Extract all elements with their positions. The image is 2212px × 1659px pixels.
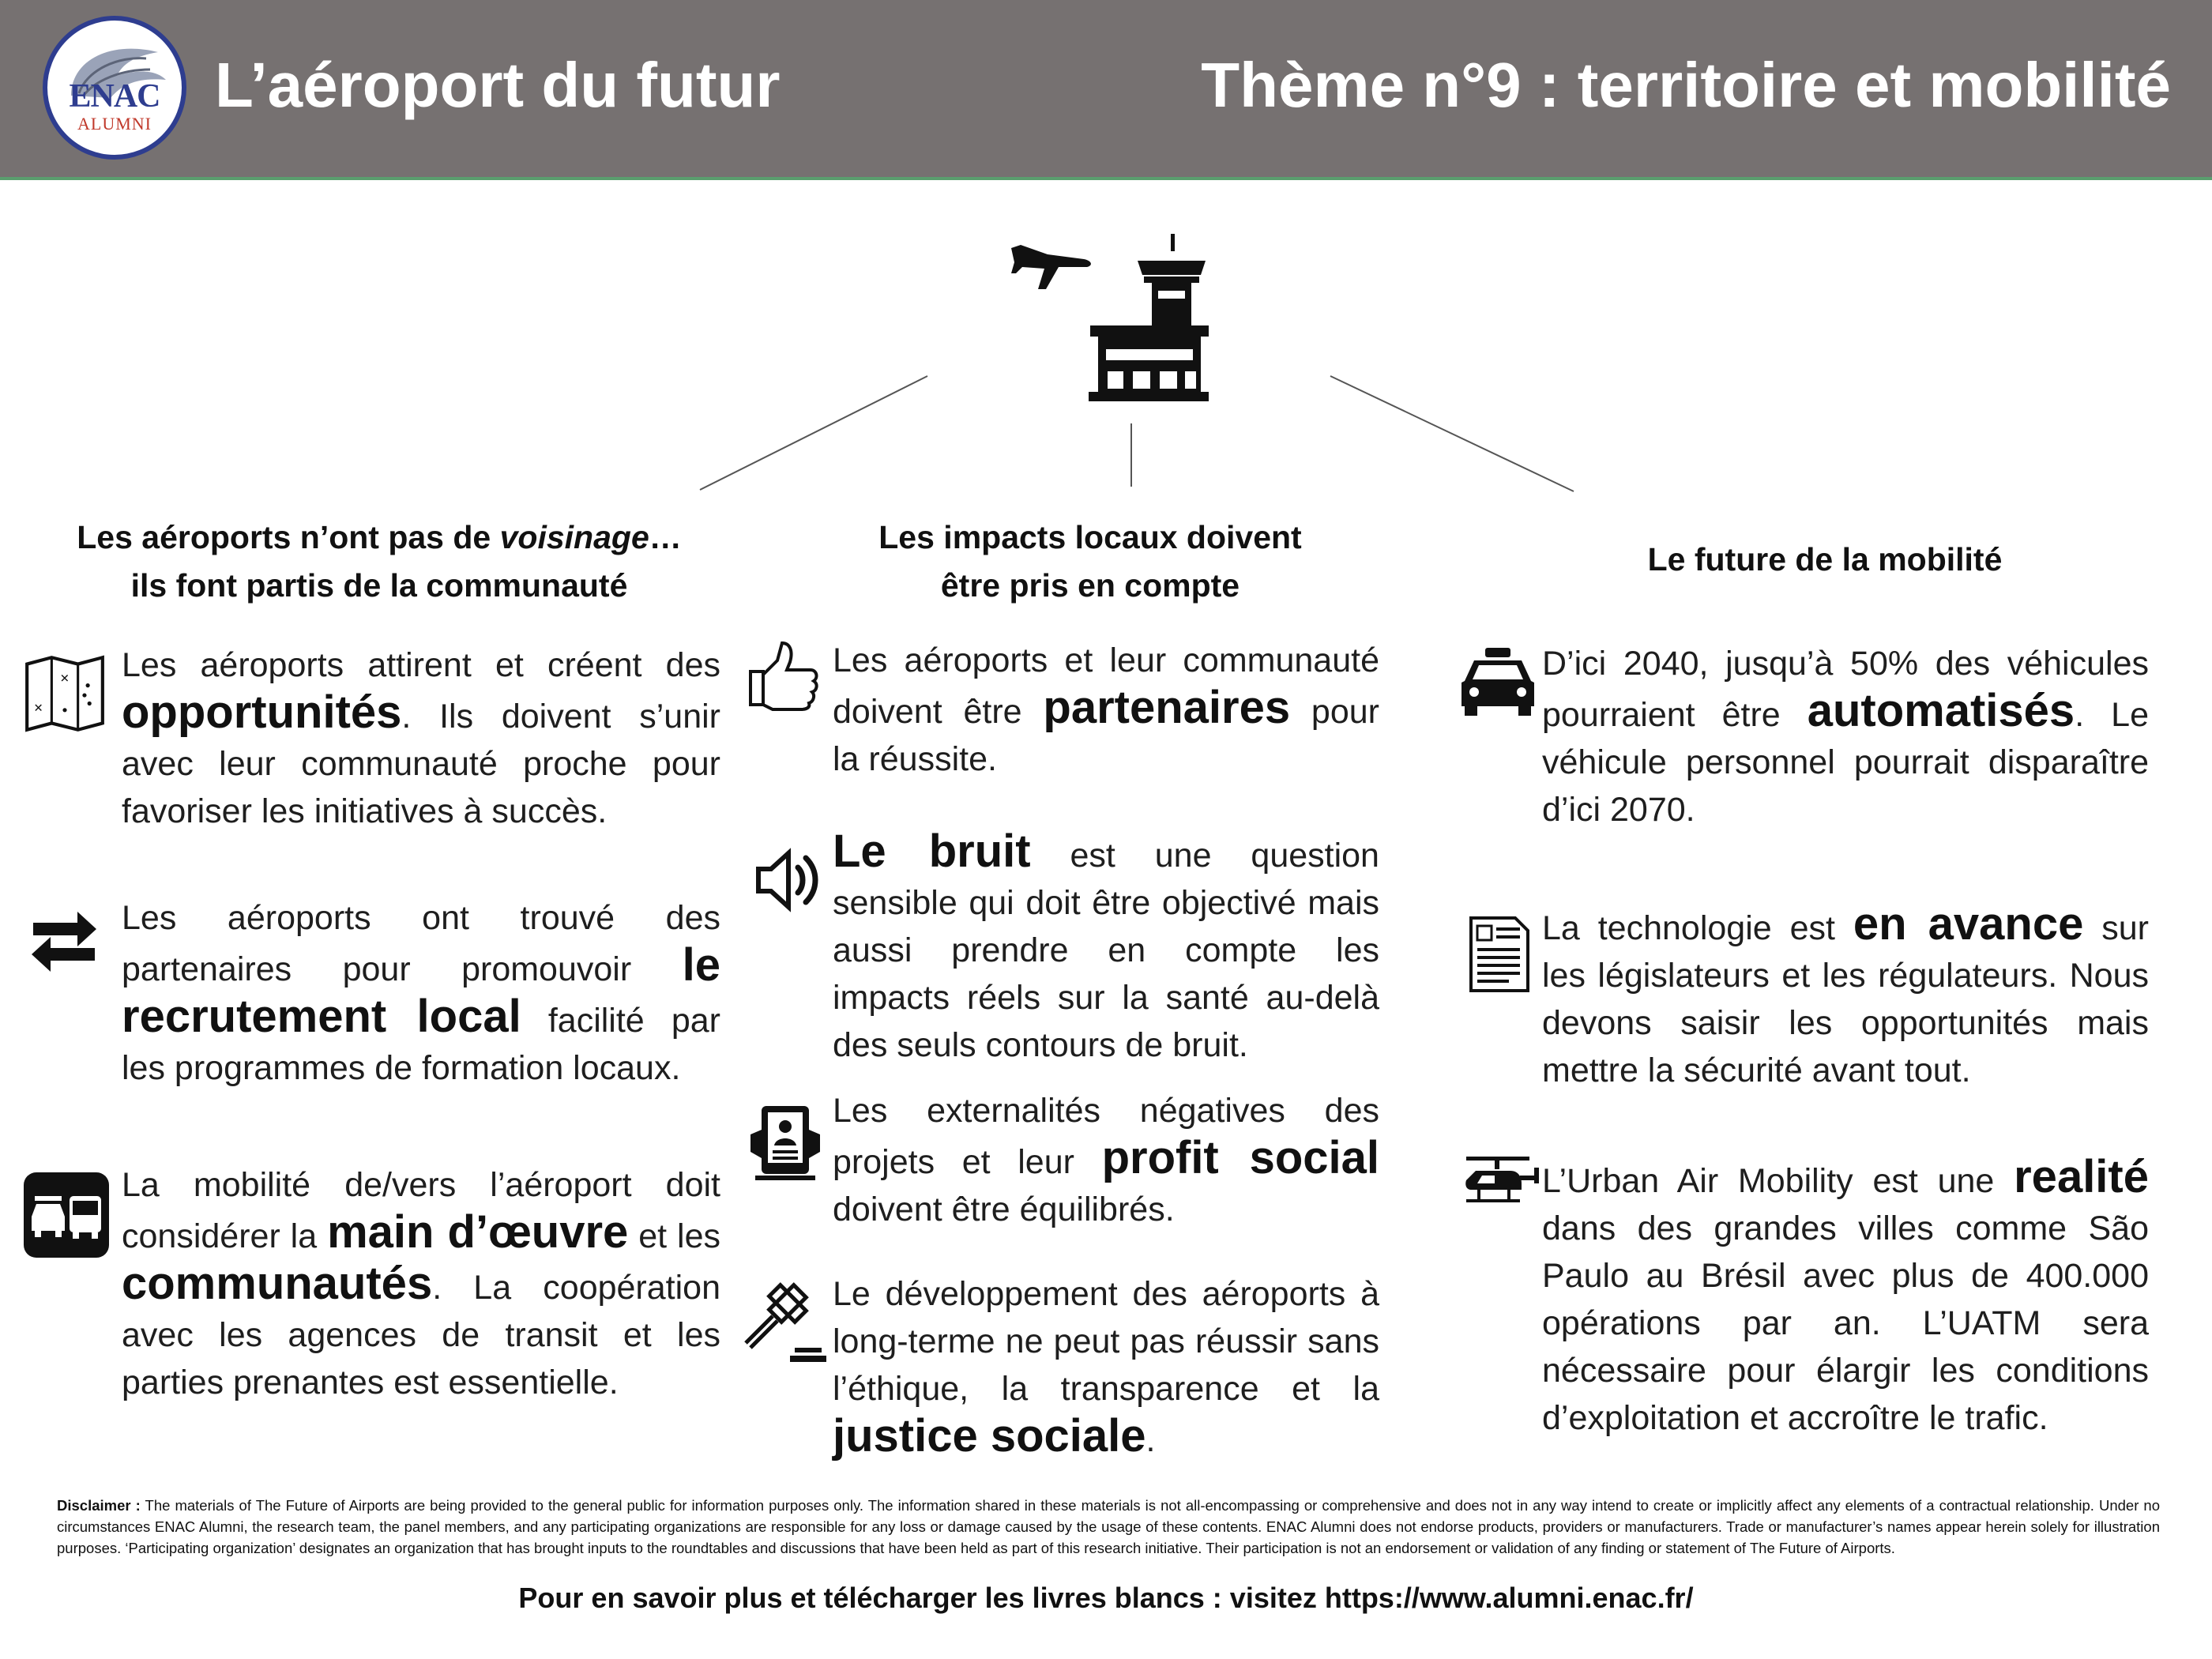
item-highlight: automatisés xyxy=(1807,685,2075,736)
theme-title: Thème n°9 : territoire et mobilité xyxy=(1201,50,2171,120)
column-3-item-2-text xyxy=(1542,898,2149,1094)
item-highlight: opportunités xyxy=(122,687,402,738)
column-3-item-1-text xyxy=(1542,640,2149,833)
disclaimer-label: Disclaimer : xyxy=(57,1497,141,1514)
item-text: doivent être équilibrés. xyxy=(833,1191,1175,1228)
item-highlight: le recrutement local xyxy=(122,939,720,1042)
item-text: facilité par les programmes de formation locaux. xyxy=(122,1002,720,1087)
car-icon xyxy=(1458,646,1537,717)
exchange-arrows-icon xyxy=(28,905,100,976)
column-2-item-3-text xyxy=(833,1087,1379,1233)
column-1-heading-emphasis: voisinage xyxy=(499,519,649,555)
item-text: est une question sensible qui doit être objectivé mais aussi prendre en compte les impacts réels sur la santé au-delà des seuls contours de bruit. xyxy=(833,837,1379,1064)
column-1-heading xyxy=(32,514,727,610)
item-text: L’Urban Air Mobility est une xyxy=(1542,1162,2014,1200)
item-text: dans des grandes villes comme São Paulo au Brésil avec plus de 400.000 opérations par an. L’UATM sera nécessaire pour élargir les conditions d’exploitation et accroître le trafic. xyxy=(1542,1209,2149,1437)
taxi-bus-icon xyxy=(24,1172,109,1258)
item-text: La technologie est xyxy=(1542,909,1853,947)
column-2-item-1-text xyxy=(833,637,1379,783)
map-icon xyxy=(24,653,106,735)
airport-control-tower-icon xyxy=(1003,229,1209,411)
item-text: Le développement des aéroports à long-terme ne peut pas réussir sans l’éthique, la transparence et la xyxy=(833,1275,1379,1408)
item-highlight: partenaires xyxy=(1043,682,1291,733)
column-2-heading-line2: être pris en compte xyxy=(940,567,1240,604)
column-1-heading-line2: ils font partis de la communauté xyxy=(130,567,628,604)
gavel-icon xyxy=(743,1280,830,1367)
item-text: Les aéroports attirent et créent des xyxy=(122,646,720,684)
item-text: et les xyxy=(628,1217,720,1255)
column-1-item-3-text xyxy=(122,1161,720,1406)
item-highlight: profit social xyxy=(1101,1132,1379,1183)
item-highlight: en avance xyxy=(1853,898,2084,950)
svg-text:✕: ✕ xyxy=(59,672,70,686)
item-text: La mobilité de/vers l’aéroport doit considérer la xyxy=(122,1166,720,1255)
item-text: . Ils doivent s’unir avec leur communauté proche pour favoriser les initiatives à succès. xyxy=(122,698,720,830)
item-text: D’ici 2040, jusqu’à 50% des véhicules pourraient être xyxy=(1542,645,2149,734)
page-title: L’aéroport du futur xyxy=(215,50,781,120)
svg-text:✕: ✕ xyxy=(33,701,43,715)
item-highlight: main d’œuvre xyxy=(327,1206,629,1258)
column-1-heading-text: Les aéroports n’ont pas de xyxy=(77,519,500,555)
item-highlight: realité xyxy=(2014,1151,2149,1202)
connector-right xyxy=(1330,376,1574,491)
column-3-item-3-text xyxy=(1542,1153,2149,1442)
column-2-item-4-text xyxy=(833,1270,1379,1464)
item-text: Les externalités négatives des projets et leur xyxy=(833,1092,1379,1181)
item-text: . xyxy=(1146,1421,1156,1459)
footer-link-text[interactable]: Pour en savoir plus et télécharger les livres blancs : visitez https://www.alumni.enac.fr/ xyxy=(518,1582,1694,1614)
disclaimer xyxy=(57,1495,2160,1559)
column-2-heading-block xyxy=(774,514,1406,610)
item-text: pour la réussite. xyxy=(833,693,1379,778)
tablet-profile-icon xyxy=(746,1103,825,1182)
document-icon xyxy=(1468,915,1531,994)
item-highlight: communautés xyxy=(122,1258,433,1309)
column-1-item-2-text xyxy=(122,894,720,1092)
column-1-item-1-text xyxy=(122,641,720,835)
item-text: sur les législateurs et les régulateurs. Nous devons saisir les opportunités mais mettre la sécurité avant tout. xyxy=(1542,909,2149,1089)
column-2-heading-text: Les impacts locaux doivent xyxy=(878,519,1302,555)
column-3-heading-text: Le future de la mobilité xyxy=(1647,541,2003,577)
helicopter-icon xyxy=(1458,1153,1540,1209)
item-text: Les aéroports et leur communauté doivent être xyxy=(833,641,1379,731)
column-3-heading xyxy=(1485,536,2165,584)
connector-left xyxy=(700,376,927,490)
column-2-item-2-text xyxy=(833,828,1379,1069)
disclaimer-text: The materials of The Future of Airports are being provided to the general public for information purposes only. The information shared in these materials is not all-encompassing or comprehensive and does not in any way intend to create or implicitly affect any elements of a contractual relationship. Under no circumstances ENAC Alumni, the research team, the panel members, and any participating organizations are responsible for any loss or damage caused by the usage of these contents. ENAC Alumni does not endorse products, providers or manufacturers. Trade or manufacturer’s names appear herein solely for illustration purposes. ‘Participating organization’ designates an organization that has brought inputs to the roundtables and discussions that have been held as part of this research initiative. Their participation is not an endorsement or validation of any finding or statement of The Future of Airports. xyxy=(57,1497,2160,1556)
column-1-heading-ellipsis: … xyxy=(649,519,682,555)
thumbs-up-icon xyxy=(746,637,822,713)
item-text: Les aéroports ont trouvé des partenaires pour promouvoir xyxy=(122,899,720,988)
item-text: . Le véhicule personnel pourrait disparaître d’ici 2070. xyxy=(1542,696,2149,829)
logo-enac-text: ENAC xyxy=(69,78,160,115)
item-text: . La coopération avec les agences de transit et les parties prenantes est essentielle. xyxy=(122,1269,720,1401)
logo-alumni-text: ALUMNI xyxy=(77,114,152,134)
item-highlight: justice sociale xyxy=(833,1410,1146,1462)
speaker-icon xyxy=(754,847,820,913)
item-highlight: Le bruit xyxy=(833,826,1031,877)
